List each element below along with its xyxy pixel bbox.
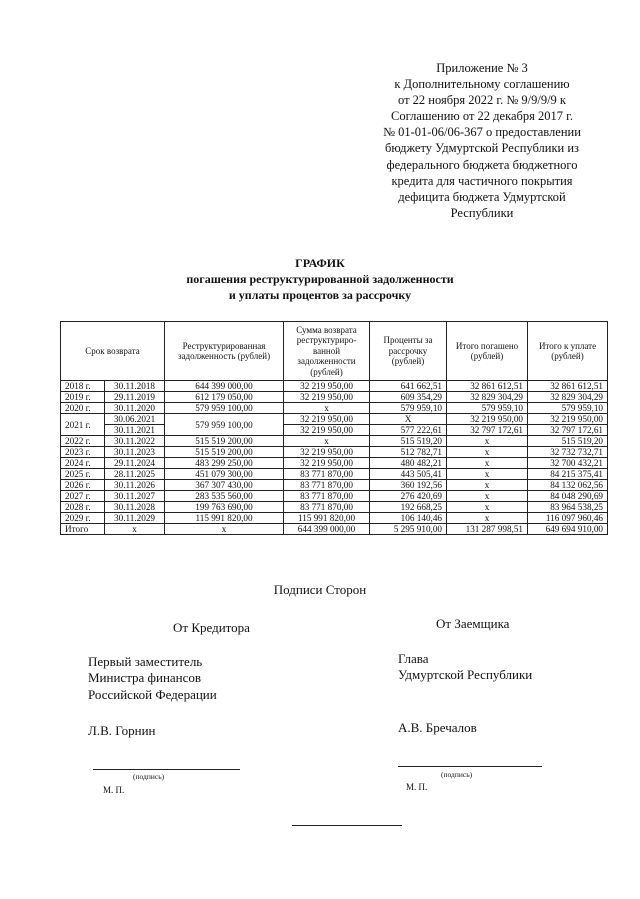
table-row — [61, 458, 608, 469]
cell-date: х — [105, 524, 165, 535]
table-row — [61, 513, 608, 524]
cell-year: 2021 г. — [61, 414, 105, 436]
cell-return: 115 991 820,00 — [284, 513, 370, 524]
appendix-line: Приложение № 3 — [436, 61, 528, 75]
cell-due: 32 797 172,61 — [528, 425, 608, 436]
cell-debt: 612 179 050,00 — [165, 392, 284, 403]
cell-interest: 641 662,51 — [370, 381, 447, 392]
cell-interest: 443 505,41 — [370, 469, 447, 480]
appendix-line: бюджету Удмуртской Республики из — [385, 141, 579, 156]
table-row — [61, 381, 608, 392]
cell-date: 30.11.2022 — [105, 436, 165, 447]
table-row — [61, 491, 608, 502]
cell-paid: х — [447, 491, 528, 502]
header-interest: Проценты за рассрочку (рублей) — [370, 322, 447, 381]
cell-paid: 32 219 950,00 — [447, 414, 528, 425]
creditor-position-2: Министра финансов — [88, 670, 202, 685]
cell-debt: х — [165, 524, 284, 535]
cell-date: 30.11.2027 — [105, 491, 165, 502]
cell-year: 2024 г. — [61, 458, 105, 469]
cell-interest: 360 192,56 — [370, 480, 447, 491]
appendix-line: федерального бюджета бюджетного — [386, 157, 578, 172]
document-subtitle-2: и уплаты процентов за рассрочку — [228, 288, 412, 302]
borrower-heading: От Заемщика — [436, 616, 510, 631]
document-subtitle-1: погашения реструктурированной задолженности — [186, 272, 454, 286]
cell-paid: х — [447, 458, 528, 469]
appendix-line: № 01-01-06/06-367 о предоставлении — [383, 125, 581, 140]
cell-due: 32 861 612,51 — [528, 381, 608, 392]
cell-return: 32 219 950,00 — [284, 447, 370, 458]
creditor-heading: От Кредитора — [173, 620, 250, 635]
creditor-name: Л.В. Горнин — [88, 723, 156, 738]
cell-year: 2026 г. — [61, 480, 105, 491]
cell-year: 2018 г. — [61, 381, 105, 392]
cell-interest: 577 222,61 — [370, 425, 447, 436]
header-total-paid: Итого погашено (рублей) — [447, 322, 528, 381]
cell-return: 83 771 870,00 — [284, 502, 370, 513]
cell-return: 32 219 950,00 — [284, 381, 370, 392]
cell-debt: 515 519 200,00 — [165, 447, 284, 458]
creditor-position-1: Первый заместитель — [88, 654, 203, 669]
cell-paid: 32 829 304,29 — [447, 392, 528, 403]
cell-interest: 579 959,10 — [370, 403, 447, 414]
cell-paid: 579 959,10 — [447, 403, 528, 414]
cell-return: 32 219 950,00 — [284, 458, 370, 469]
table-row — [61, 447, 608, 458]
cell-paid: х — [447, 513, 528, 524]
cell-interest: Х — [370, 414, 447, 425]
borrower-signature-line — [398, 766, 542, 767]
cell-total-label: Итого — [61, 524, 105, 535]
cell-debt: 515 519 200,00 — [165, 436, 284, 447]
cell-return: 644 399 000,00 — [284, 524, 370, 535]
signatures-title: Подписи Сторон — [273, 582, 367, 597]
cell-year: 2023 г. — [61, 447, 105, 458]
creditor-signature-line — [93, 769, 240, 770]
cell-interest: 515 519,20 — [370, 436, 447, 447]
cell-debt: 644 399 000,00 — [165, 381, 284, 392]
cell-due: 116 097 960,46 — [528, 513, 608, 524]
cell-year: 2025 г. — [61, 469, 105, 480]
appendix-header — [356, 60, 608, 221]
table-row — [61, 403, 608, 414]
cell-return: х — [284, 403, 370, 414]
appendix-line: дефицита бюджета Удмуртской — [398, 189, 566, 204]
appendix-line: кредита для частичного покрытия — [391, 173, 573, 188]
table-row — [61, 480, 608, 491]
cell-return: 83 771 870,00 — [284, 491, 370, 502]
appendix-line: к Дополнительному соглашению — [394, 77, 570, 92]
cell-interest: 512 782,71 — [370, 447, 447, 458]
header-total-due: Итого к уплате (рублей) — [528, 322, 608, 381]
cell-due: 84 215 375,41 — [528, 469, 608, 480]
cell-debt: 199 763 690,00 — [165, 502, 284, 513]
header-due-date: Срок возврата — [61, 322, 165, 381]
cell-debt: 115 991 820,00 — [165, 513, 284, 524]
cell-date: 30.11.2023 — [105, 447, 165, 458]
cell-year: 2028 г. — [61, 502, 105, 513]
cell-paid: 131 287 998,51 — [447, 524, 528, 535]
table-row — [61, 436, 608, 447]
cell-due: 32 219 950,00 — [528, 414, 608, 425]
cell-date: 28.11.2025 — [105, 469, 165, 480]
cell-due: 32 829 304,29 — [528, 392, 608, 403]
creditor-seal-mark: М. П. — [103, 785, 125, 795]
cell-due: 515 519,20 — [528, 436, 608, 447]
cell-return: х — [284, 436, 370, 447]
cell-debt: 451 079 300,00 — [165, 469, 284, 480]
cell-year: 2027 г. — [61, 491, 105, 502]
table-header-row — [61, 322, 608, 381]
cell-interest: 276 420,69 — [370, 491, 447, 502]
document-title: ГРАФИК — [295, 256, 345, 270]
borrower-signature-caption: (подпись) — [441, 770, 473, 779]
cell-date: 30.11.2026 — [105, 480, 165, 491]
cell-date: 30.11.2020 — [105, 403, 165, 414]
cell-interest: 5 295 910,00 — [370, 524, 447, 535]
schedule-table — [60, 321, 608, 535]
cell-year: 2020 г. — [61, 403, 105, 414]
cell-interest: 480 482,21 — [370, 458, 447, 469]
appendix-line: Соглашению от 22 декабря 2017 г. — [391, 109, 573, 124]
cell-debt: 579 959 100,00 — [165, 403, 284, 414]
borrower-name: А.В. Бречалов — [398, 720, 477, 735]
cell-due: 579 959,10 — [528, 403, 608, 414]
bottom-divider — [292, 825, 402, 826]
cell-return: 32 219 950,00 — [284, 392, 370, 403]
cell-paid: х — [447, 436, 528, 447]
table-row — [61, 425, 608, 436]
cell-year: 2029 г. — [61, 513, 105, 524]
cell-due: 83 964 538,25 — [528, 502, 608, 513]
header-restructured-debt: Реструктурированная задолженность (рублей) — [165, 322, 284, 381]
cell-due: 649 694 910,00 — [528, 524, 608, 535]
cell-year: 2019 г. — [61, 392, 105, 403]
cell-date: 30.11.2018 — [105, 381, 165, 392]
creditor-signature-caption: (подпись) — [133, 772, 165, 781]
cell-interest: 106 140,46 — [370, 513, 447, 524]
creditor-position-3: Российской Федерации — [88, 687, 217, 702]
cell-return: 32 219 950,00 — [284, 425, 370, 436]
cell-debt: 483 299 250,00 — [165, 458, 284, 469]
table-row — [61, 392, 608, 403]
cell-return: 83 771 870,00 — [284, 480, 370, 491]
cell-year: 2022 г. — [61, 436, 105, 447]
header-return-amount: Сумма возврата реструктуриро-ванной задолженности (рублей) — [284, 322, 370, 381]
borrower-position-1: Глава — [398, 651, 429, 666]
appendix-line: Республики — [450, 205, 514, 220]
cell-paid: х — [447, 447, 528, 458]
cell-return: 83 771 870,00 — [284, 469, 370, 480]
cell-due: 84 048 290,69 — [528, 491, 608, 502]
cell-date: 30.11.2021 — [105, 425, 165, 436]
cell-interest: 609 354,29 — [370, 392, 447, 403]
table-total-row — [61, 524, 608, 535]
cell-date: 30.11.2029 — [105, 513, 165, 524]
cell-debt: 283 535 560,00 — [165, 491, 284, 502]
cell-paid: х — [447, 502, 528, 513]
cell-paid: 32 797 172,61 — [447, 425, 528, 436]
table-row — [61, 502, 608, 513]
cell-return: 32 219 950,00 — [284, 414, 370, 425]
cell-due: 84 132 062,56 — [528, 480, 608, 491]
cell-date: 29.11.2019 — [105, 392, 165, 403]
cell-date: 29.11.2024 — [105, 458, 165, 469]
cell-paid: х — [447, 469, 528, 480]
cell-due: 32 700 432,21 — [528, 458, 608, 469]
borrower-position-2: Удмуртской Республики — [398, 667, 533, 682]
table-row — [61, 414, 608, 425]
cell-date: 30.06.2021 — [105, 414, 165, 425]
cell-paid: х — [447, 480, 528, 491]
cell-due: 32 732 732,71 — [528, 447, 608, 458]
cell-paid: 32 861 612,51 — [447, 381, 528, 392]
cell-date: 30.11.2028 — [105, 502, 165, 513]
appendix-line: от 22 ноября 2022 г. № 9/9/9/9 к — [398, 93, 566, 108]
borrower-seal-mark: М. П. — [406, 782, 428, 792]
cell-interest: 192 668,25 — [370, 502, 447, 513]
table-row — [61, 469, 608, 480]
cell-debt: 367 307 430,00 — [165, 480, 284, 491]
cell-debt: 579 959 100,00 — [165, 414, 284, 436]
